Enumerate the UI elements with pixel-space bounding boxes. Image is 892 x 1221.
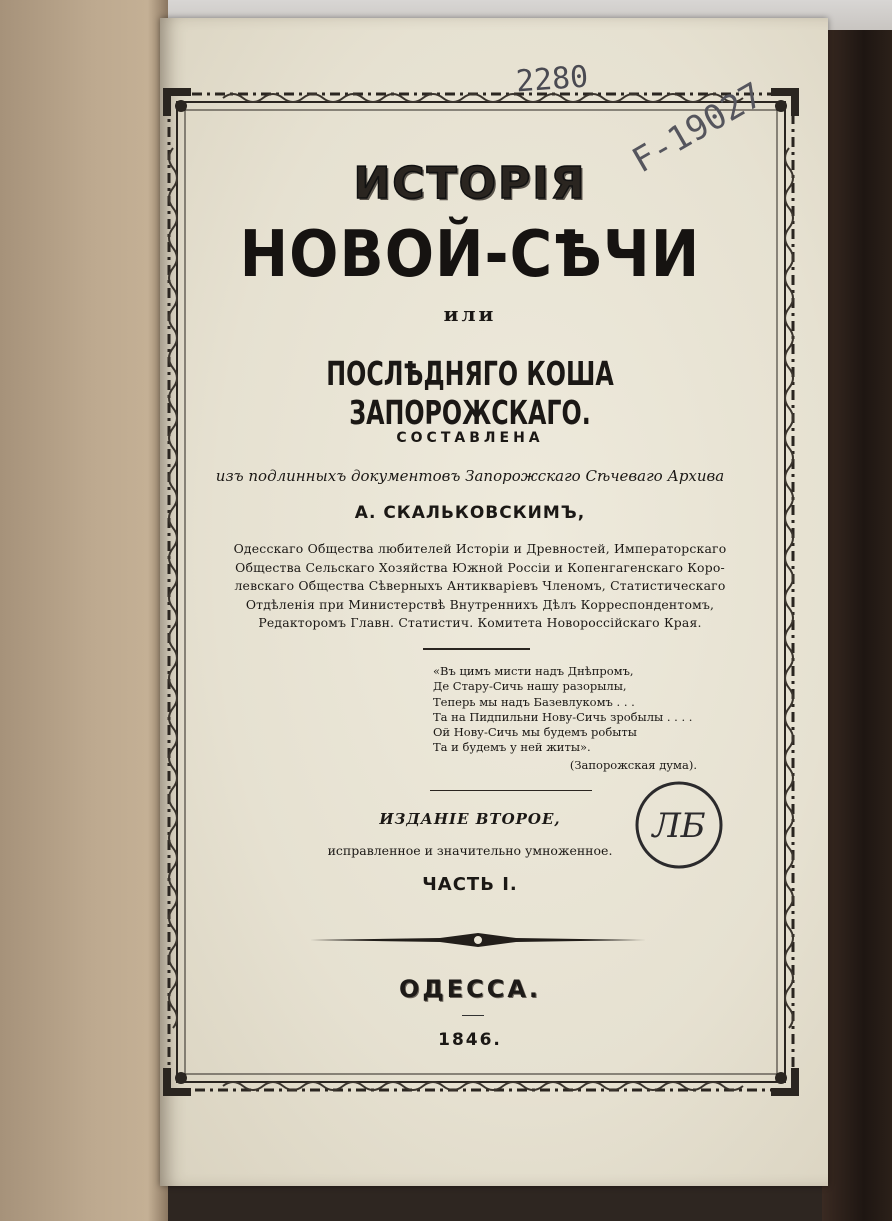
- author-title-line: Отдѣленія при Министерствѣ Внутреннихъ Дѣлъ Корреспондентомъ,: [245, 596, 715, 612]
- city: ОДЕССА.: [398, 975, 542, 1003]
- author-titles: [230, 540, 730, 633]
- divider: [423, 648, 530, 650]
- year: 1846.: [438, 1030, 502, 1050]
- source-line: изъ подлинныхъ документовъ Запорожскаго Сѣчеваго Архива: [215, 467, 725, 485]
- divider: [430, 790, 592, 791]
- left-facing-page: [0, 0, 168, 1221]
- author-title-line: левскаго Общества Сѣверныхъ Антикваріевъ Членомъ, Статистическаго: [234, 578, 726, 593]
- epigraph-line: Та на Пидпильни Нову-Сичь зробылы . . . .: [433, 709, 693, 724]
- epigraph-source: (Запорожская дума).: [569, 757, 697, 772]
- epigraph-line: Та и будемъ у ней житы».: [433, 740, 591, 755]
- stamp-monogram: ЛБ: [652, 806, 706, 846]
- edition: ИЗДАНІЕ ВТОРОЕ,: [379, 810, 561, 828]
- book-binding: [822, 30, 892, 1221]
- epigraph-line: «Въ цимъ мисти надъ Днѣпромъ,: [433, 664, 634, 678]
- title-conjunction: или: [443, 302, 497, 326]
- author-title-line: Одесскаго Общества любителей Исторіи и Древностей, Императорскаго: [233, 541, 727, 556]
- composed-label: СОСТАВЛЕНА: [396, 430, 544, 446]
- handwritten-shelfmark: F-19027: [625, 74, 770, 182]
- author-title-line: Редакторомъ Главн. Статистич. Комитета Новороссійскаго Края.: [258, 615, 702, 630]
- epigraph-line: Теперь мы надъ Базевлукомъ . . .: [433, 694, 635, 709]
- author-name: А. СКАЛЬКОВСКИМЪ,: [354, 503, 586, 523]
- edition-note: исправленное и значительно умноженное.: [327, 843, 613, 858]
- ornamental-rule: [310, 929, 646, 951]
- title-line-3: ПОСЛѢДНЯГО КОША ЗАПОРОЖСКАГО.: [326, 354, 614, 432]
- part-number: ЧАСТЬ I.: [422, 874, 518, 895]
- title-line-2: НОВОЙ-СѢЧИ: [239, 216, 701, 292]
- epigraph-line: Ой Нову-Сичь мы будемъ робыты: [433, 725, 637, 740]
- author-title-line: Общества Сельскаго Хозяйства Южной Россіи и Копенгагенскаго Коро-: [235, 559, 725, 575]
- handwritten-number: 2280: [514, 59, 590, 100]
- dash: [462, 1015, 484, 1016]
- title-line-1: ИСТОРІЯ: [353, 158, 587, 209]
- epigraph: [433, 664, 703, 773]
- epigraph-line: Де Стару-Сичь нашу разорылы,: [433, 679, 627, 694]
